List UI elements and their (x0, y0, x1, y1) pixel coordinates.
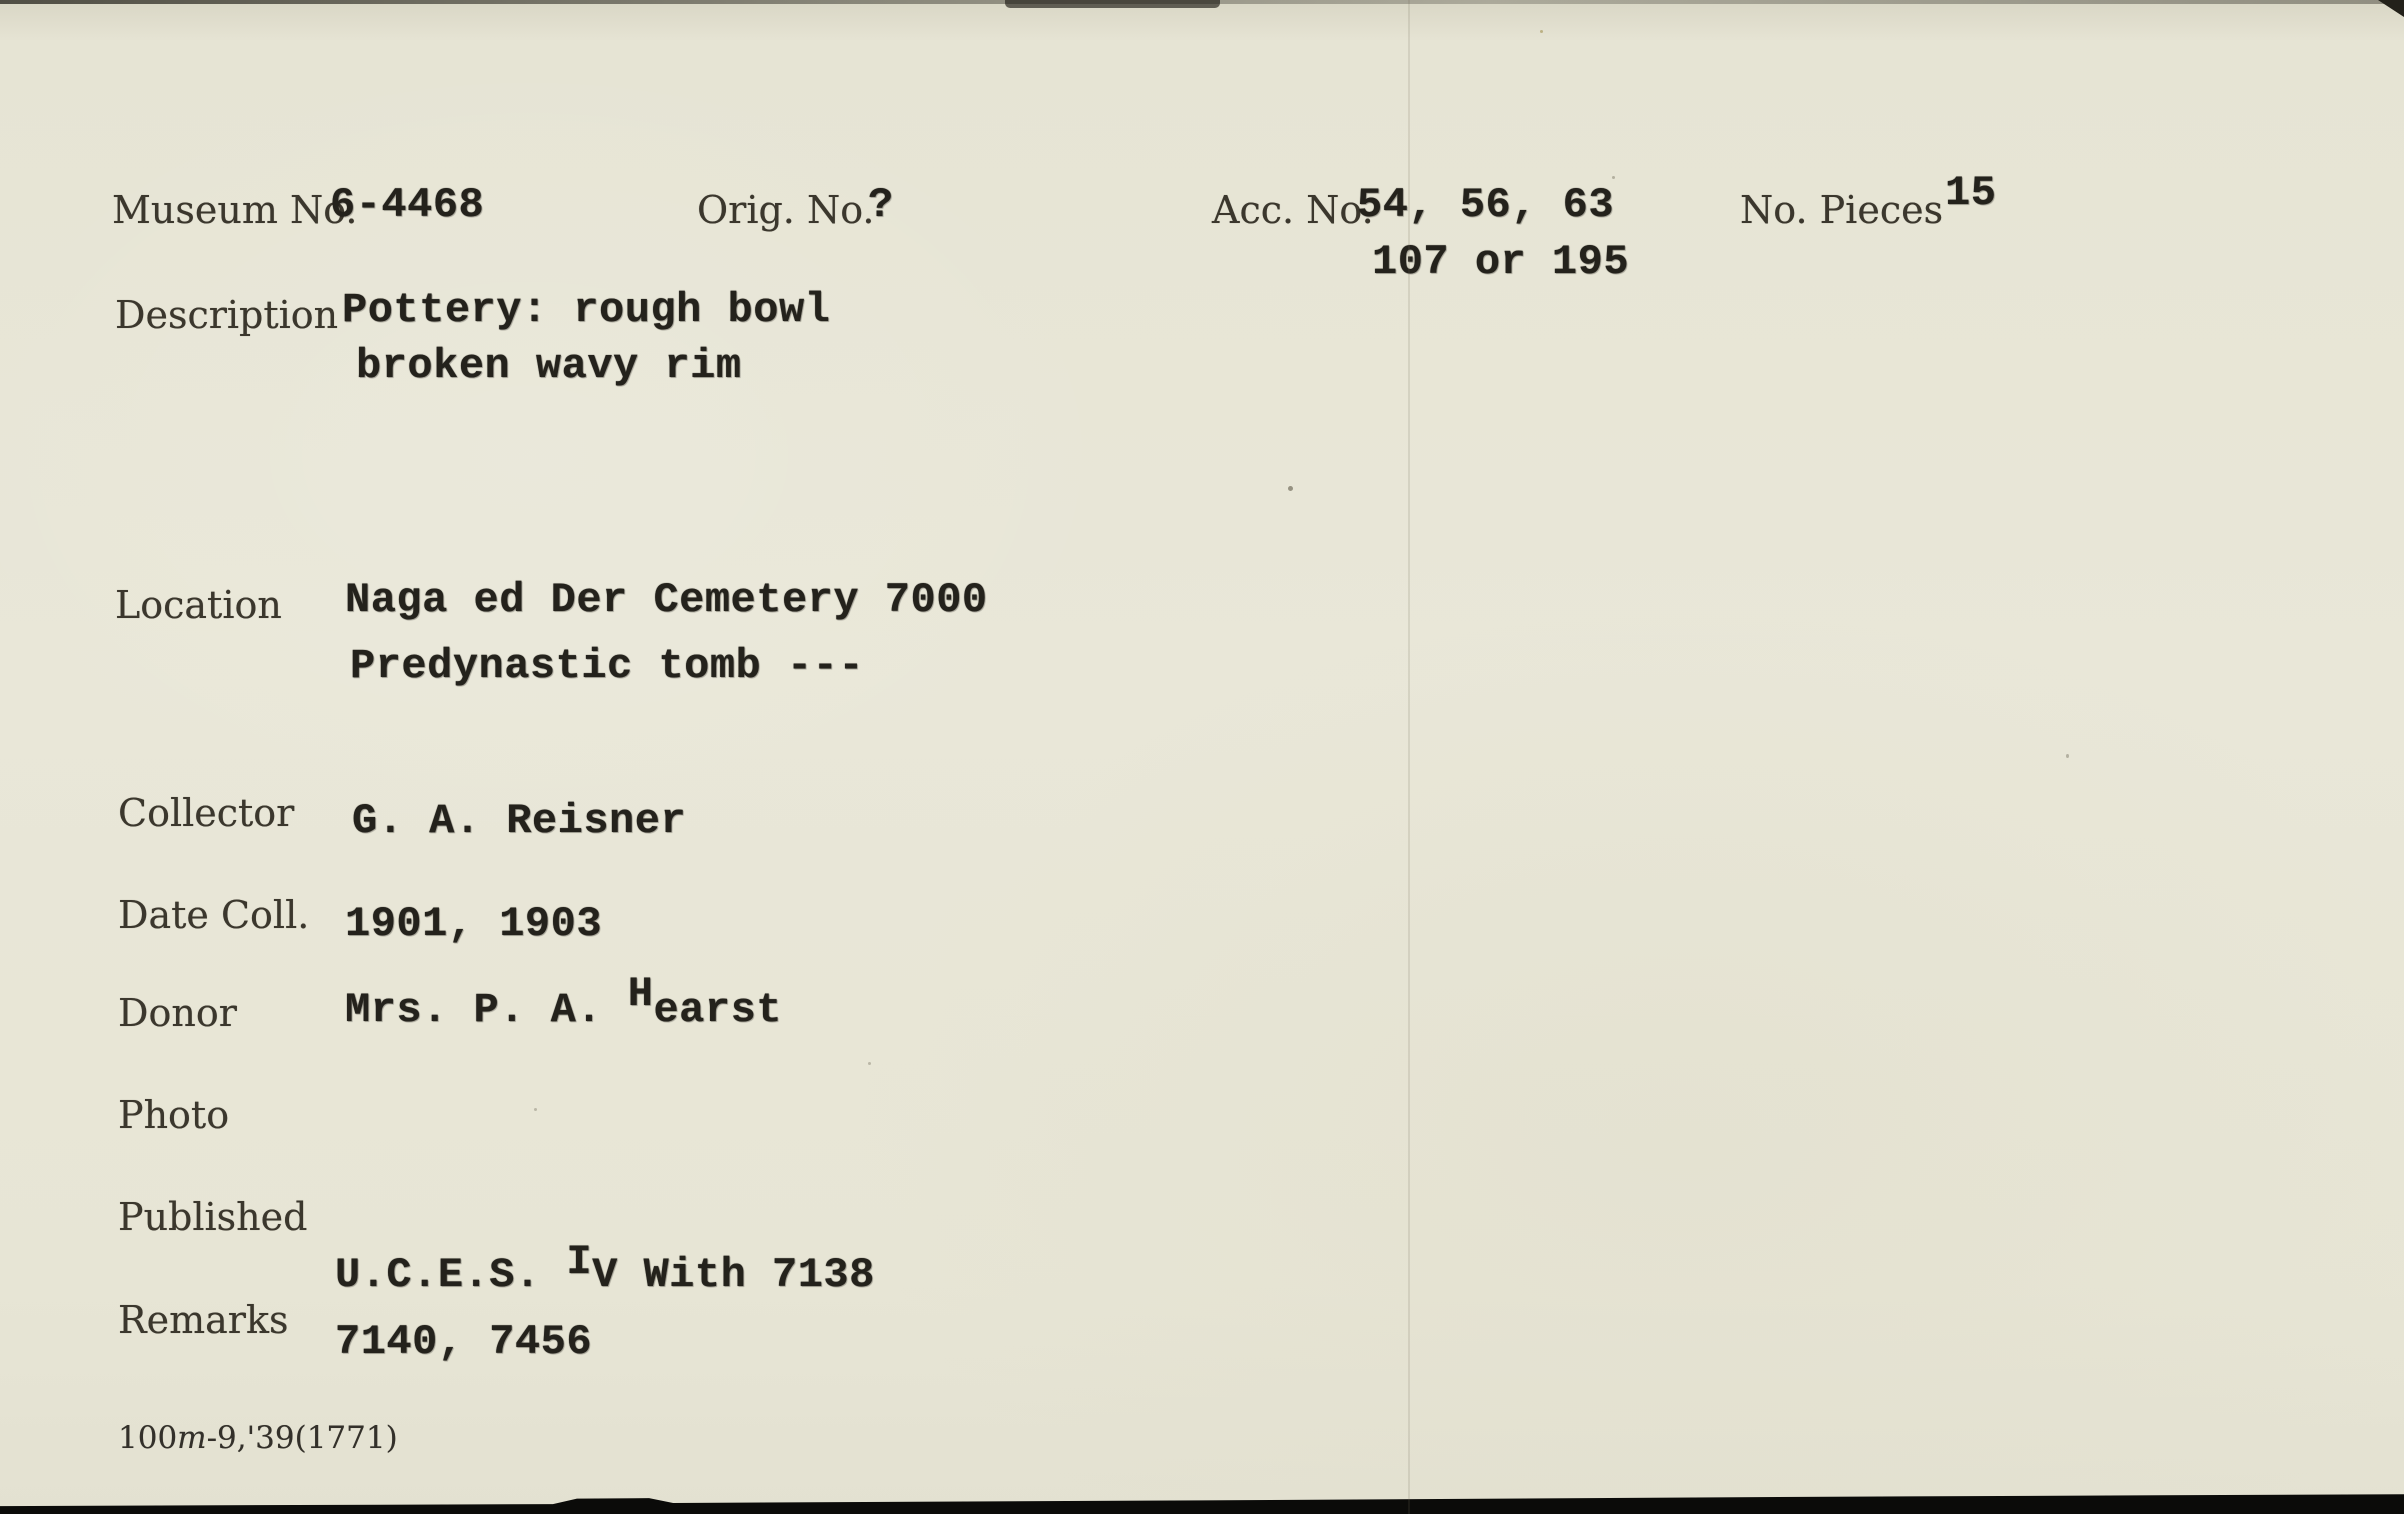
card-crease-line (1408, 0, 1410, 1514)
acc-no-value-line2: 107 or 195 (1372, 238, 1630, 286)
donor-value-superscript: H (627, 970, 654, 1018)
orig-no-value: ? (868, 181, 894, 229)
acc-no-value-line1: 54, 56, 63 (1357, 181, 1615, 229)
remarks-line1-superscript: I (566, 1238, 593, 1286)
remarks-value-line1 (335, 1238, 875, 1299)
remarks-label: Remarks (118, 1298, 289, 1342)
remarks-line1-before: U.C.E.S. (335, 1251, 567, 1299)
published-label: Published (118, 1195, 308, 1239)
paper-speck (2066, 754, 2069, 758)
description-label: Description (115, 293, 339, 337)
description-value-line1: Pottery: rough bowl (342, 286, 831, 334)
date-coll-label: Date Coll. (118, 893, 310, 937)
form-number-suffix: -9,'39(1771) (206, 1420, 398, 1456)
location-value-line2: Predynastic tomb --- (350, 642, 865, 690)
form-number-prefix: 100 (118, 1420, 178, 1456)
donor-value (345, 970, 782, 1034)
remarks-value-line2: 7140, 7456 (335, 1318, 593, 1366)
description-value-line2: broken wavy rim (356, 342, 742, 390)
form-number (118, 1420, 398, 1456)
location-label: Location (115, 583, 282, 627)
photo-label: Photo (118, 1093, 230, 1137)
form-number-italic: m (177, 1420, 207, 1456)
scan-edge-top-blob (1005, 0, 1220, 8)
remarks-line1-after: V With 7138 (592, 1251, 875, 1299)
donor-value-before: Mrs. P. A. (345, 986, 628, 1034)
museum-no-value: 6-4468 (330, 181, 485, 229)
acc-no-label: Acc. No. (1212, 188, 1374, 232)
paper-speck (868, 1062, 871, 1065)
paper-speck (1540, 30, 1543, 33)
paper-speck (534, 1108, 537, 1111)
location-value-line1: Naga ed Der Cemetery 7000 (345, 576, 988, 624)
paper-speck (1288, 486, 1293, 491)
collector-label: Collector (118, 791, 295, 835)
date-coll-value: 1901, 1903 (345, 900, 603, 948)
museum-no-label: Museum No. (112, 188, 358, 232)
orig-no-label: Orig. No. (697, 188, 875, 232)
collector-value: G. A. Reisner (352, 797, 687, 845)
donor-label: Donor (118, 991, 237, 1035)
paper-speck (1612, 176, 1615, 179)
no-pieces-label: No. Pieces (1740, 188, 1944, 232)
donor-value-after: earst (653, 986, 782, 1034)
scan-edge-bottom (0, 1492, 2404, 1514)
no-pieces-value: 15 (1945, 169, 1997, 217)
